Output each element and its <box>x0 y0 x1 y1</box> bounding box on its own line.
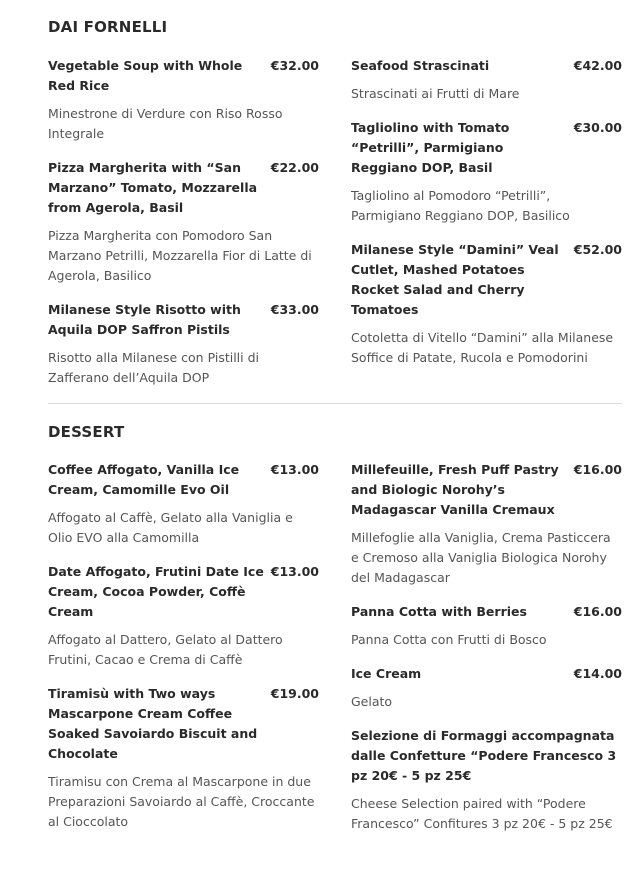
menu-column-right <box>351 460 622 848</box>
item-description: Pizza Margherita con Pomodoro San Marzano Petrilli, Mozzarella Fior di Latte di Agerola, Basilico <box>48 228 312 283</box>
menu-item <box>351 664 622 712</box>
item-description: Cotoletta di Vitello “Damini” alla Milanese Soffice di Patate, Rucola e Pomodorini <box>351 330 614 365</box>
menu-columns <box>48 56 622 402</box>
item-price: €16.00 <box>573 604 622 619</box>
item-description: Cheese Selection paired with “Podere Francesco” Confitures 3 pz 20€ - 5 pz 25€ <box>351 796 613 831</box>
menu-item <box>48 460 319 548</box>
item-name: Panna Cotta with Berries <box>351 604 527 619</box>
menu-item <box>351 726 622 834</box>
menu-columns <box>48 460 622 848</box>
menu-column-right <box>351 56 622 402</box>
section-dai-fornelli <box>48 17 622 385</box>
item-name: Vegetable Soup with Whole Red Rice <box>48 58 243 93</box>
item-price: €42.00 <box>573 58 622 73</box>
item-description: Tagliolino al Pomodoro “Petrilli”, Parmigiano Reggiano DOP, Basilico <box>351 188 570 223</box>
item-price: €22.00 <box>270 160 319 175</box>
item-price: €33.00 <box>270 302 319 317</box>
item-name: Seafood Strascinati <box>351 58 490 73</box>
section-title: DESSERT <box>48 423 125 441</box>
menu-item <box>48 562 319 670</box>
item-price: €13.00 <box>270 462 319 477</box>
item-name: Ice Cream <box>351 666 422 681</box>
menu-item <box>351 56 622 104</box>
menu-item <box>351 240 622 368</box>
item-price: €32.00 <box>270 58 319 73</box>
section-dessert <box>48 422 622 831</box>
section-divider <box>48 403 622 404</box>
item-name: Coffee Affogato, Vanilla Ice Cream, Camomille Evo Oil <box>48 462 240 497</box>
item-description: Risotto alla Milanese con Pistilli di Zafferano dell’Aquila DOP <box>48 350 259 385</box>
item-name: Millefeuille, Fresh Puff Pastry and Biologic Norohy’s Madagascar Vanilla Cremaux <box>351 462 559 517</box>
item-name: Tiramisù with Two ways Mascarpone Cream Coffee Soaked Savoiardo Biscuit and Chocolate <box>48 686 258 761</box>
item-name: Milanese Style Risotto with Aquila DOP Saffron Pistils <box>48 302 241 337</box>
menu-item <box>48 56 319 144</box>
item-description: Strascinati ai Frutti di Mare <box>351 86 520 101</box>
item-description: Millefoglie alla Vaniglia, Crema Pasticcera e Cremoso alla Vaniglia Biologica Norohy del Madagascar <box>351 530 611 585</box>
menu-item <box>351 118 622 226</box>
item-description: Panna Cotta con Frutti di Bosco <box>351 632 547 647</box>
menu-item <box>48 158 319 286</box>
item-name: Tagliolino with Tomato “Petrilli”, Parmigiano Reggiano DOP, Basil <box>351 120 510 175</box>
menu-item <box>351 602 622 650</box>
item-name: Pizza Margherita with “San Marzano” Tomato, Mozzarella from Agerola, Basil <box>48 160 258 215</box>
item-description: Tiramisu con Crema al Mascarpone in due Preparazioni Savoiardo al Caffè, Croccante al Cioccolato <box>48 774 315 829</box>
item-price: €19.00 <box>270 686 319 701</box>
section-title: DAI FORNELLI <box>48 18 168 36</box>
menu-column-left <box>48 56 319 402</box>
menu-item <box>48 684 319 832</box>
menu-column-left <box>48 460 319 848</box>
item-price: €13.00 <box>270 564 319 579</box>
item-name: Milanese Style “Damini” Veal Cutlet, Mashed Potatoes Rocket Salad and Cherry Tomatoes <box>351 242 559 317</box>
item-description: Minestrone di Verdure con Riso Rosso Integrale <box>48 106 283 141</box>
menu-item <box>48 300 319 388</box>
item-price: €14.00 <box>573 666 622 681</box>
item-description: Affogato al Caffè, Gelato alla Vaniglia e Olio EVO alla Camomilla <box>48 510 293 545</box>
item-description: Gelato <box>351 694 393 709</box>
item-price: €52.00 <box>573 242 622 257</box>
item-name: Selezione di Formaggi accompagnata dalle Confetture “Podere Francesco 3 pz 20€ - 5 pz 25€ <box>351 728 617 783</box>
item-price: €16.00 <box>573 462 622 477</box>
item-price: €30.00 <box>573 120 622 135</box>
menu-item <box>351 460 622 588</box>
item-description: Affogato al Dattero, Gelato al Dattero Frutini, Cacao e Crema di Caffè <box>48 632 283 667</box>
item-name: Date Affogato, Frutini Date Ice Cream, Cocoa Powder, Coffè Cream <box>48 564 264 619</box>
